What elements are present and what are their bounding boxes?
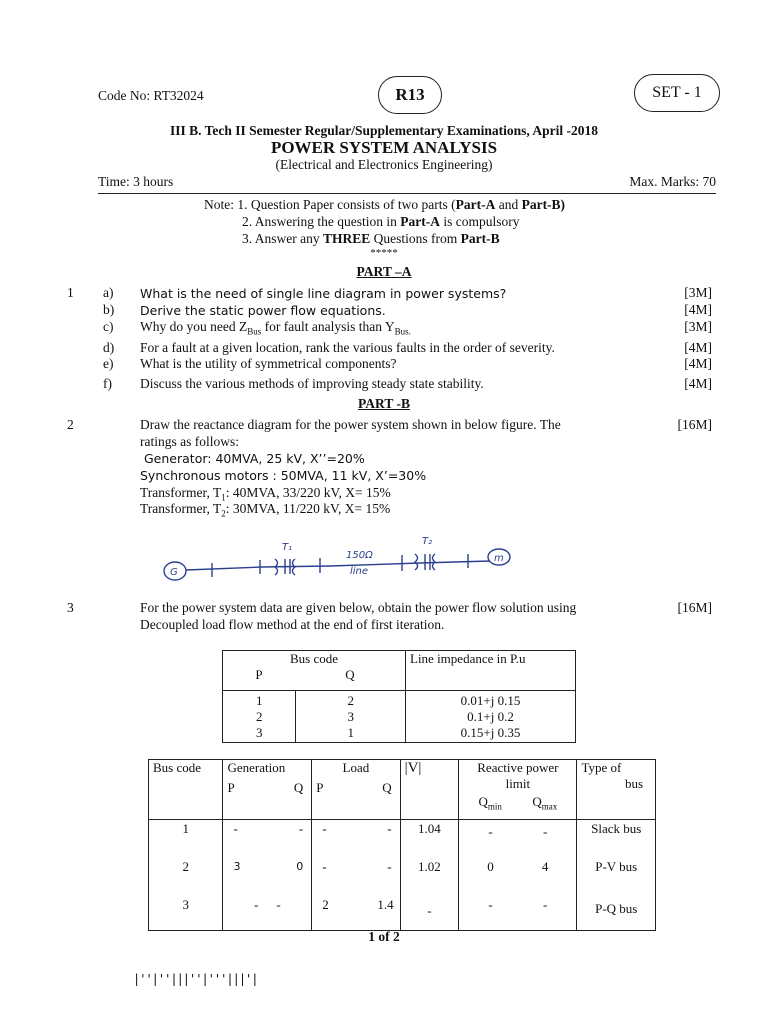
q1b-text: Derive the static power flow equations. [140, 303, 386, 318]
part-b-title: PART -B [358, 396, 410, 411]
question-1-number: 1 [67, 285, 74, 300]
load-cells: - - - - 2 1.4 [312, 820, 400, 931]
q1a-label: a) [103, 285, 114, 300]
barcode: |''|''|||''|'''|||'| [133, 972, 258, 986]
q1f-marks: [4M] [684, 376, 712, 391]
impedance-column: 0.01+j 0.15 0.1+j 0.2 0.15+j 0.35 [406, 691, 576, 743]
time-label: Time: 3 hours [98, 174, 174, 189]
subject-title: POWER SYSTEM ANALYSIS [270, 138, 498, 157]
part-a-title: PART –A [356, 264, 412, 279]
bus-code-header: Bus code P Q [223, 651, 406, 691]
q1f-label: f) [103, 376, 112, 391]
regulation-badge: R13 [378, 76, 442, 114]
q2-marks: [16M] [677, 417, 712, 432]
q1e-label: e) [103, 356, 114, 371]
note-line-1: Note: 1. Question Paper consists of two parts (Part-A and Part-B) [204, 197, 566, 212]
motor-label: m [494, 553, 504, 564]
to-bus-column: 2 3 1 [296, 691, 406, 743]
note-line-2: 2. Answering the question in Part-A is compulsory [242, 214, 520, 229]
q1a-text: What is the need of single line diagram in power systems? [140, 286, 507, 301]
max-marks: Max. Marks: 70 [629, 174, 716, 189]
bus-type-header: Type of bus [577, 760, 656, 820]
line-label: line [350, 566, 369, 577]
q3-line-2: Decoupled load flow method at the end of first iteration. [140, 617, 445, 632]
q1d-text: For a fault at a given location, rank the various faults in the order of severity. [140, 340, 555, 355]
q2-generator: Generator: 40MVA, 25 kV, X’’=20% [144, 451, 365, 466]
generator-label: G [170, 567, 178, 578]
voltage-cells: 1.04 1.02 - [400, 820, 459, 931]
q1b-label: b) [103, 302, 115, 317]
q2-transformer-1: Transformer, $T_1$: 40MVA, 33/220 kV, X= 15% [140, 485, 391, 503]
bus-data-table [148, 759, 656, 931]
q2-line-2: ratings as follows: [140, 434, 239, 449]
page-number: 1 of 2 [368, 929, 400, 944]
q1d-label: d) [103, 340, 115, 355]
bus-line [186, 561, 490, 570]
reactive-limit-header: Reactive power limit $Q_{min}$ $Q_{max}$ [459, 760, 577, 820]
q1b-marks: [4M] [684, 302, 712, 317]
load-header: Load P Q [312, 760, 400, 820]
line-impedance-label: 150Ω [346, 550, 373, 561]
note-line-3: 3. Answer any THREE Questions from Part-B [242, 231, 500, 246]
generation-cells: - - 3 0 - - [223, 820, 312, 931]
t1-label: T₁ [282, 542, 293, 553]
q1c-text: Why do you need $Z_{Bus}$ for fault analysis than $Y_{Bus.}$ [140, 319, 411, 337]
impedance-header: Line impedance in P.u [406, 651, 576, 691]
reactive-limit-cells: - - 0 4 - - [459, 820, 577, 931]
exam-title: III B. Tech II Semester Regular/Supplementary Examinations, April -2018 [169, 123, 599, 138]
bus-code-col-header: Bus code [149, 760, 223, 820]
set-badge: SET - 1 [634, 74, 720, 112]
q3-marks: [16M] [677, 600, 712, 615]
q2-transformer-2: Transformer, $T_2$: 30MVA, 11/220 kV, X= 15% [140, 501, 391, 519]
q1e-marks: [4M] [684, 356, 712, 371]
branch-title: (Electrical and Electronics Engineering) [275, 157, 493, 172]
bus-code-cells: 1 2 3 [149, 820, 223, 931]
q1e-text: What is the utility of symmetrical components? [140, 356, 397, 371]
q1c-label: c) [103, 319, 114, 334]
generation-header: Generation P Q [223, 760, 312, 820]
bus-type-cells: Slack bus P-V bus P-Q bus [577, 820, 656, 931]
single-line-diagram [150, 530, 520, 590]
q2-line-1: Draw the reactance diagram for the power system shown in below figure. The [140, 417, 561, 432]
q2-motor: Synchronous motors : 50MVA, 11 kV, X’=30% [140, 468, 427, 483]
from-bus-column: 1 2 3 [223, 691, 296, 743]
voltage-header: |V| [400, 760, 459, 820]
q1a-marks: [3M] [684, 285, 712, 300]
line-data-table [222, 650, 576, 743]
q1d-marks: [4M] [684, 340, 712, 355]
stars-separator: ***** [370, 247, 398, 259]
code-number: Code No: RT32024 [98, 88, 204, 103]
t2-label: T₂ [422, 536, 433, 547]
q3-line-1: For the power system data are given below, obtain the power flow solution using [140, 600, 577, 615]
question-2-number: 2 [67, 417, 74, 432]
header-divider [98, 193, 716, 194]
q1c-marks: [3M] [684, 319, 712, 334]
q1f-text: Discuss the various methods of improving steady state stability. [140, 376, 484, 391]
question-3-number: 3 [67, 600, 74, 615]
